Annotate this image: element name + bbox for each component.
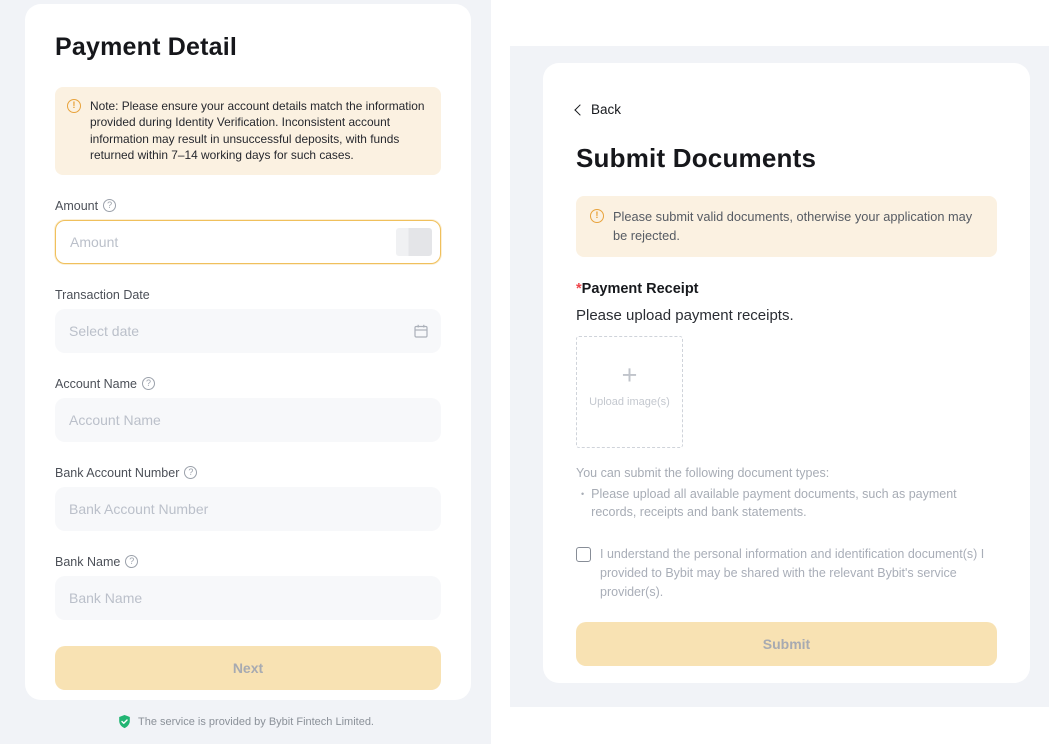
account-name-label: Account Name [55,376,137,391]
chevron-left-icon [574,104,585,115]
submit-button[interactable]: Submit [576,622,997,666]
submit-documents-page [510,46,1049,707]
help-icon[interactable]: ? [125,555,138,568]
account-name-input[interactable] [55,398,441,442]
shield-check-icon [117,714,132,729]
note-text: Please submit valid documents, otherwise your application may be rejected. [613,209,973,243]
note-text: Note: Please ensure your account details match the information provided during Identity Verification. Inconsistent account information may result in unsuccessful deposits, with funds returned within 7–14 working days for such cases. [90,99,425,163]
payment-detail-card [25,4,471,700]
bank-account-number-input[interactable] [55,487,441,531]
service-provider-footer [0,714,491,729]
bank-name-label: Bank Name [55,554,121,569]
consent-label: I understand the personal information and identification document(s) I provided to Bybit may be shared with the relevant Bybit's service provider(s). [600,547,985,599]
back-label: Back [591,102,622,117]
footer-text: The service is provided by Bybit Fintech Limited. [138,715,374,728]
required-asterisk: * [576,281,582,297]
bank-account-number-label: Bank Account Number [55,465,180,480]
upload-button-label: Upload image(s) [589,396,670,408]
upload-instruction: Please upload payment receipts. [576,307,794,324]
currency-redacted-block [396,228,432,256]
consent-row [576,545,997,602]
payment-receipt-section-title: *Payment Receipt [576,281,699,297]
note-banner [55,87,441,175]
bank-name-field-group [55,555,441,620]
transaction-date-field-group [55,288,441,353]
bank-name-input[interactable] [55,576,441,620]
bank-account-number-field-group [55,466,441,531]
calendar-icon[interactable] [414,324,428,338]
amount-field-group [55,199,441,264]
document-type-item [576,485,997,521]
amount-label: Amount [55,198,99,213]
page-title: Submit Documents [576,143,817,173]
document-types-intro: You can submit the following document types: [576,466,830,480]
plus-icon: + [621,360,638,390]
consent-checkbox[interactable] [576,547,591,562]
back-button[interactable] [576,102,621,117]
help-icon[interactable]: ? [184,466,197,479]
help-icon[interactable]: ? [142,377,155,390]
bullet-dot: • [581,489,585,499]
amount-input[interactable] [55,220,441,264]
transaction-date-label: Transaction Date [55,287,150,302]
transaction-date-input[interactable] [55,309,441,353]
account-name-field-group [55,377,441,442]
warning-circle-icon: ! [590,209,604,223]
page-title: Payment Detail [55,33,238,61]
document-type-text: Please upload all available payment documents, such as payment records, receipts and bank statements. [591,487,957,519]
note-banner [576,196,997,257]
next-button[interactable]: Next [55,646,441,690]
help-icon[interactable]: ? [103,199,116,212]
warning-circle-icon: ! [67,99,81,113]
payment-detail-page [0,0,491,744]
submit-documents-card [543,63,1030,683]
upload-images-button[interactable] [576,336,683,448]
